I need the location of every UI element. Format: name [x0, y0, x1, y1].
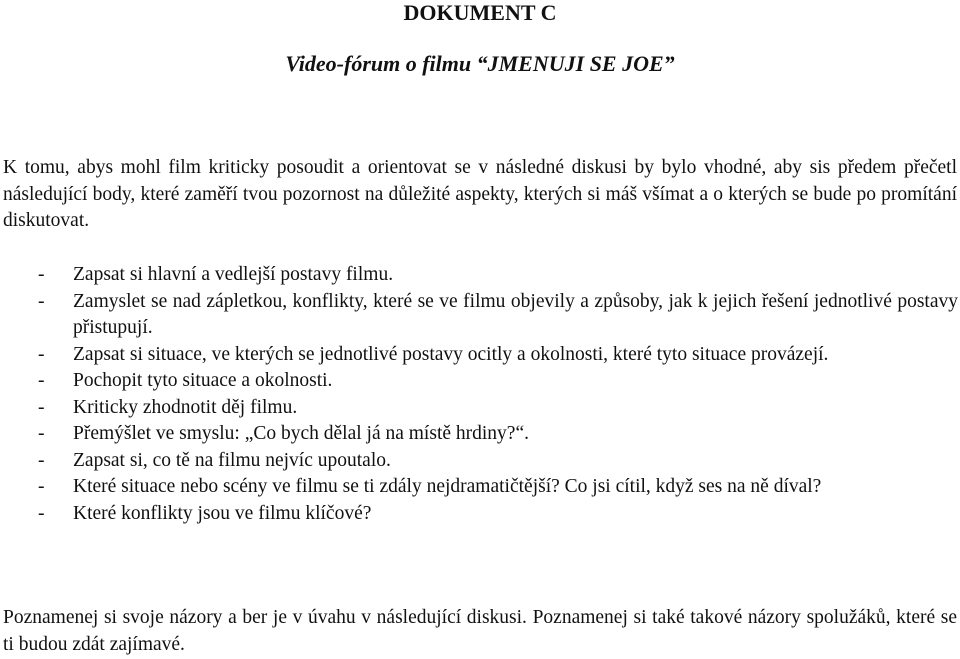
list-item-text: Zapsat si hlavní a vedlejší postavy filmu.	[73, 264, 394, 285]
dash-marker: -	[38, 423, 45, 444]
list-item-text: Zapsat si, co tě na filmu nejvíc upoutalo.	[73, 449, 391, 471]
dash-marker: -	[38, 343, 45, 365]
list-item-text: Které situace nebo scény ve filmu se ti zdály nejdramatičtější? Co jsi cítil, když ses na ně díval?	[73, 476, 822, 497]
list-item	[38, 421, 958, 448]
list-item	[38, 448, 958, 475]
dash-marker: -	[38, 370, 45, 391]
list-item-text: Kriticky zhodnotit děj filmu.	[73, 396, 298, 418]
document-subtitle: Video-fórum o filmu “JMENUJI SE JOE”	[285, 51, 675, 76]
list-item-text: Které konflikty jsou ve filmu klíčové?	[73, 502, 372, 524]
document-title: DOKUMENT C	[403, 0, 557, 25]
dash-marker: -	[38, 290, 45, 312]
closing-paragraph: Poznamenej si svoje názory a ber je v úvahu v následující diskusi. Poznamenej si také takové názory spolužáků, které se ti budou zdát zajímavé.	[3, 607, 957, 655]
intro-paragraph: K tomu, abys mohl film kriticky posoudit a orientovat se v následné diskusi by bylo vhodné, aby sis předem přečetl následující body, které zaměří tvou pozornost na důležité aspekty, kterých si máš všímat a o kterých se bude po promítání diskutovat.	[3, 157, 957, 231]
list-item	[38, 474, 958, 501]
task-list	[38, 262, 958, 527]
list-item	[38, 289, 958, 342]
list-item	[38, 395, 958, 422]
dash-marker: -	[38, 449, 45, 471]
list-item-text: Pochopit tyto situace a okolnosti.	[73, 370, 333, 391]
dash-marker: -	[38, 476, 45, 497]
dash-marker: -	[38, 264, 45, 285]
list-item	[38, 501, 958, 528]
list-item-text: Zamyslet se nad zápletkou, konflikty, které se ve filmu objevily a způsoby, jak k jejich řešení jednotlivé postavy přistupují.	[73, 290, 958, 338]
dash-marker: -	[38, 396, 45, 418]
list-item	[38, 342, 958, 369]
list-item-text: Zapsat si situace, ve kterých se jednotlivé postavy ocitly a okolnosti, které tyto situace provázejí.	[73, 343, 829, 365]
list-item	[38, 262, 958, 289]
list-item-text: Přemýšlet ve smyslu: „Co bych dělal já na místě hrdiny?“.	[73, 423, 529, 444]
dash-marker: -	[38, 502, 45, 524]
list-item	[38, 368, 958, 395]
